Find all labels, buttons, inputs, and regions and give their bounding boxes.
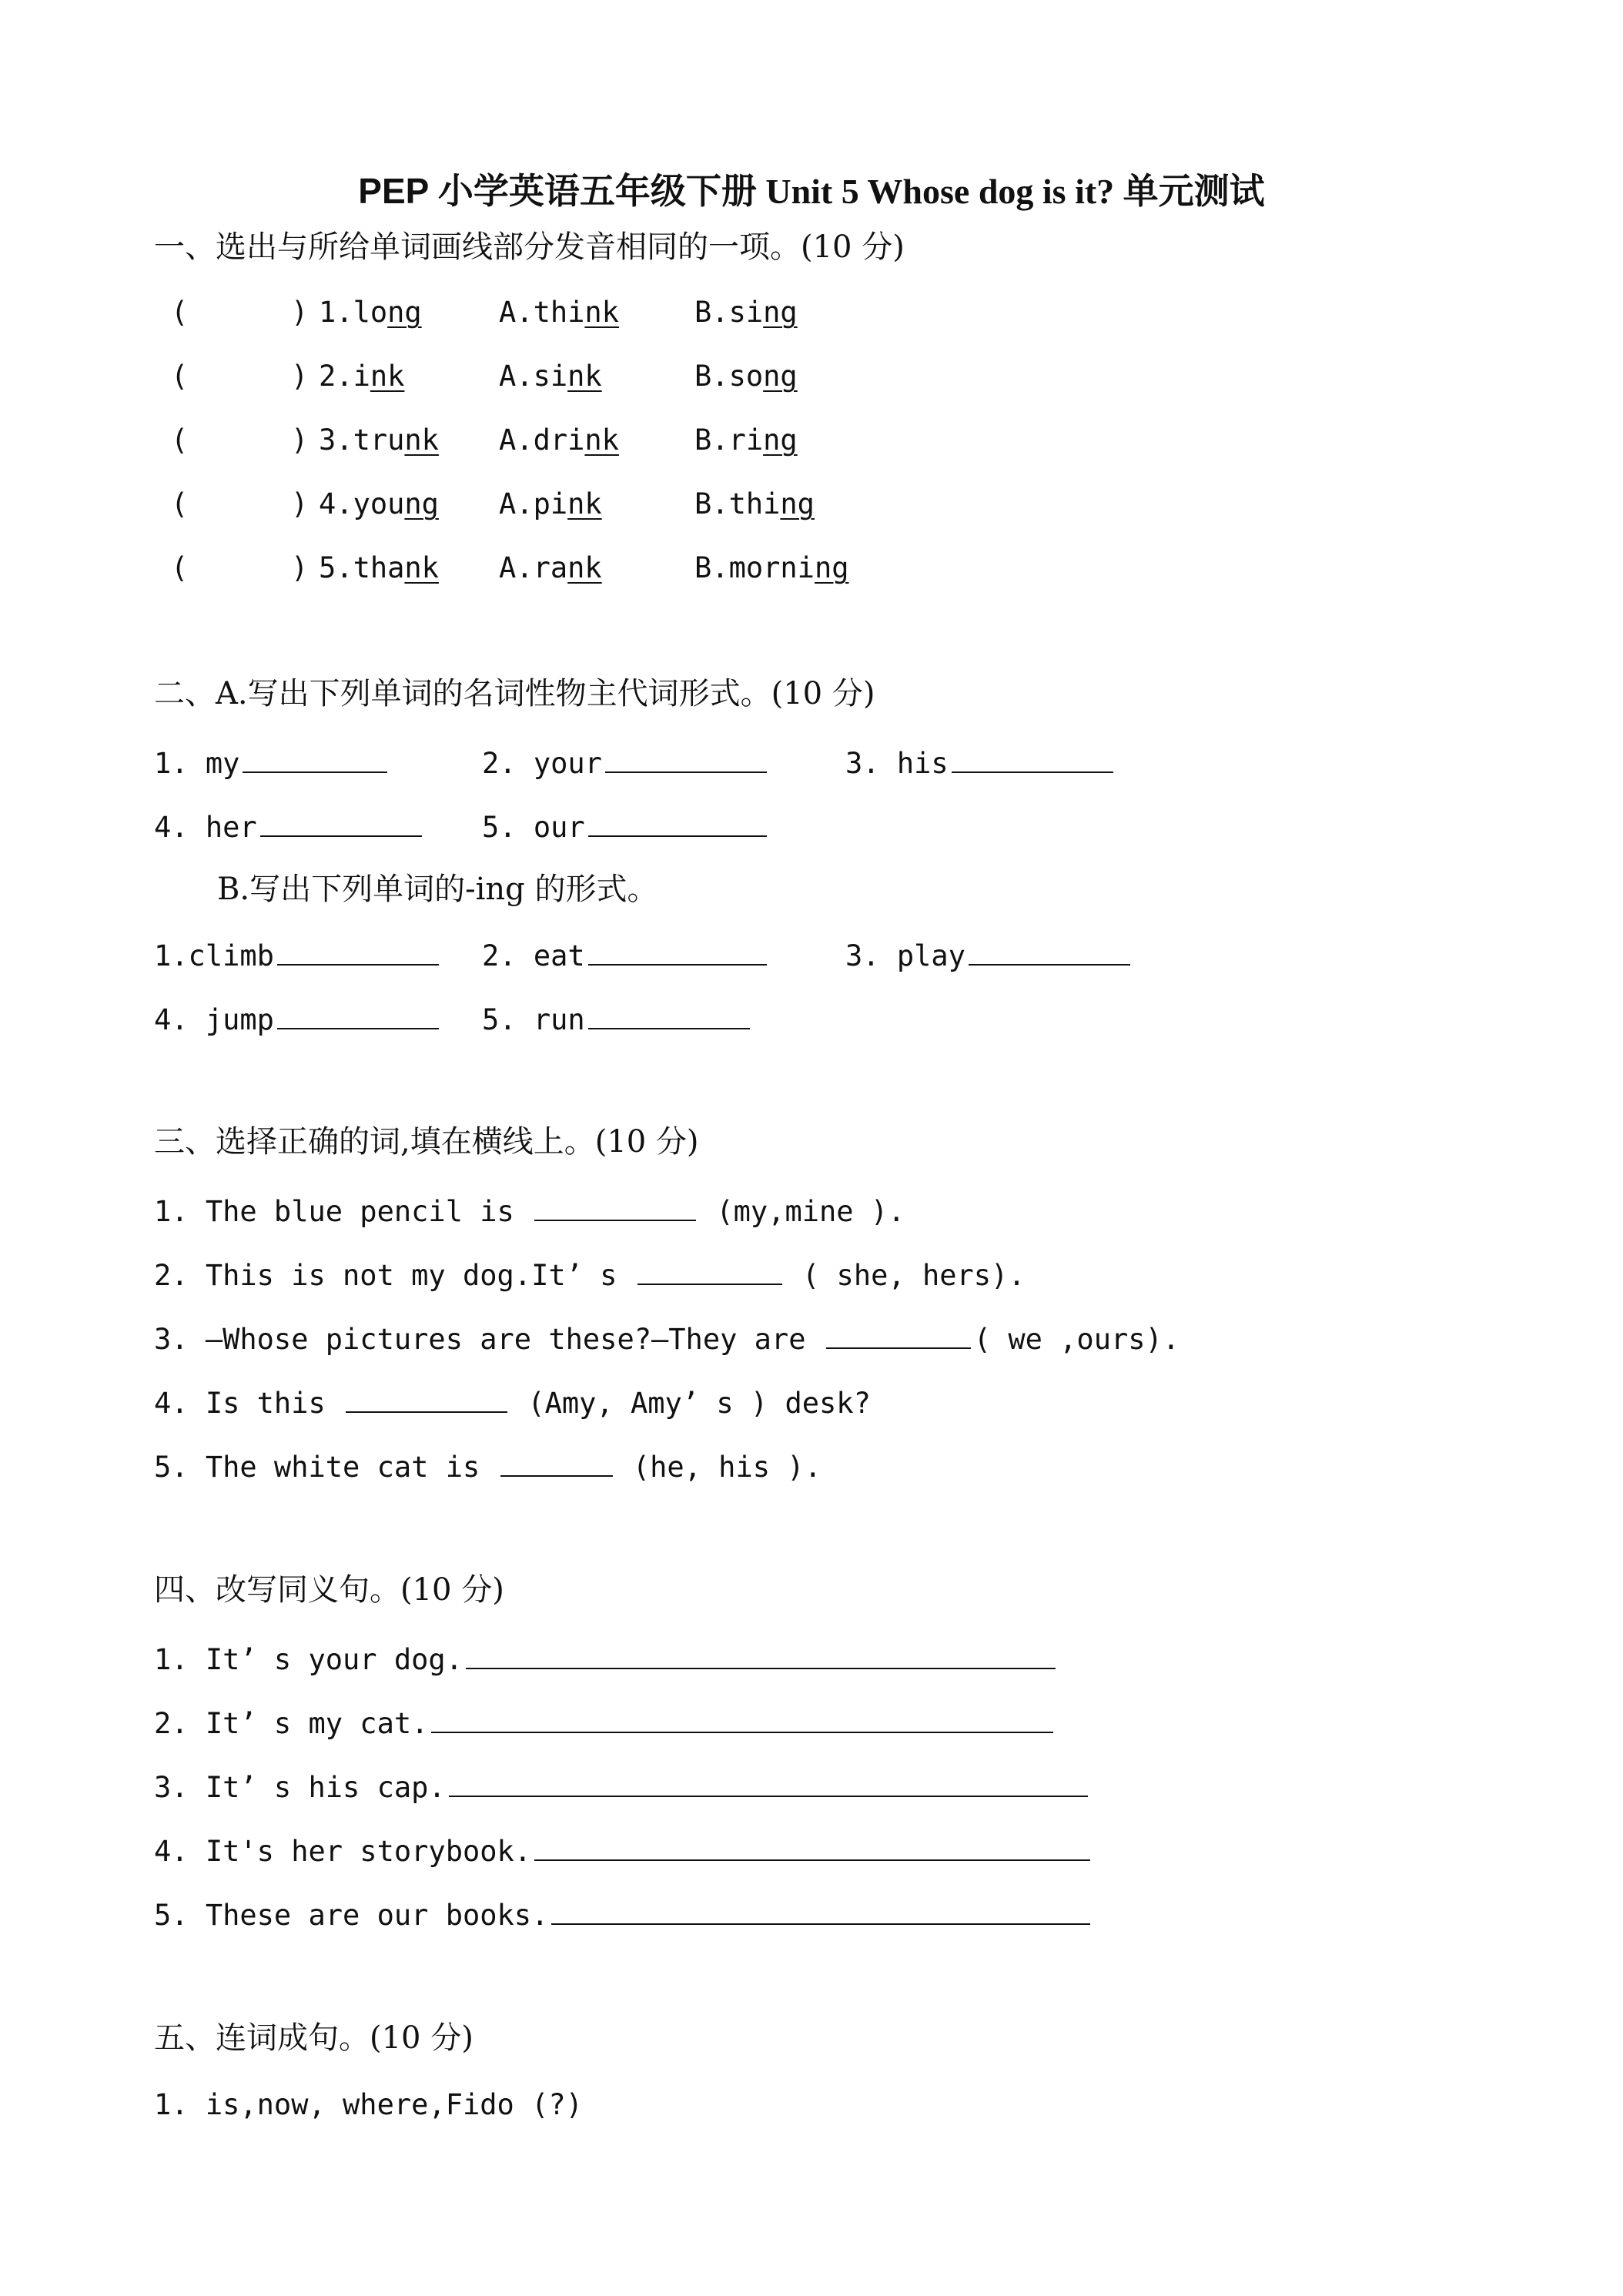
section2b-item: 2. eat [482,936,770,972]
item-stem: 4.young [319,487,439,520]
option-b: B.song [694,360,798,393]
section4-item: 2. It’ s my cat. [154,1704,1056,1740]
section2-heading: 二、A.写出下列单词的名词性物主代词形式。(10 分) [154,676,875,711]
answer-paren-open: ( [171,423,189,457]
answer-paren-open: ( [171,296,189,329]
section5-item: 1. is,now, where,Fido (?) [154,2088,583,2121]
section2a-item: 1. my [154,744,390,780]
section2a-item: 2. your [482,744,770,780]
answer-blank[interactable] [260,808,422,837]
option-a: A.pink [499,487,602,520]
answer-blank[interactable] [588,936,767,966]
section1-item [0,423,1623,460]
answer-blank[interactable] [605,744,767,773]
answer-paren-open: ( [171,360,189,393]
answer-blank[interactable] [952,744,1113,773]
section3-item: 5. The white cat is (he, his ). [154,1448,822,1484]
answer-paren-open: ( [171,487,189,520]
section2a-item: 3. his [845,744,1116,780]
answer-blank[interactable] [826,1320,971,1349]
answer-blank[interactable] [500,1448,613,1477]
section3-item: 3. —Whose pictures are these?—They are ( we ,ours). [154,1320,1180,1356]
section1-item [0,487,1623,524]
section4-item: 5. These are our books. [154,1896,1093,1932]
section4-item: 1. It’ s your dog. [154,1640,1059,1676]
item-stem: 1.long [319,296,422,329]
section2b-item: 5. run [482,1000,753,1036]
section2b-item: 3. play [845,936,1133,972]
answer-paren-open: ( [171,551,189,584]
section2b-item: 1.climb [154,936,442,972]
section3-item: 4. Is this (Amy, Amy’ s ) desk? [154,1384,871,1420]
item-stem: 2.ink [319,360,405,393]
answer-blank[interactable] [637,1256,782,1285]
answer-paren-close: ) [291,423,309,457]
option-b: B.ring [694,423,798,457]
section2b-item: 4. jump [154,1000,442,1036]
page-title [0,163,1623,214]
answer-paren-close: ) [291,551,309,584]
title-prefix: PEP [358,171,430,211]
section1-item [0,551,1623,588]
section2a-item: 4. her [154,808,425,844]
answer-blank[interactable] [346,1384,507,1413]
option-a: A.rank [499,551,602,584]
answer-paren-close: ) [291,296,309,329]
answer-paren-close: ) [291,360,309,393]
answer-blank[interactable] [588,1000,750,1029]
answer-blank[interactable] [534,1192,696,1221]
answer-blank[interactable] [277,1000,439,1029]
section1-item [0,296,1623,333]
section1-item [0,360,1623,397]
section4-heading: 四、改写同义句。(10 分) [154,1572,504,1608]
option-b: B.sing [694,296,798,329]
option-a: A.think [499,296,619,329]
item-stem: 5.thank [319,551,439,584]
answer-blank[interactable] [969,936,1130,966]
section3-item: 1. The blue pencil is (my,mine ). [154,1192,905,1228]
answer-paren-close: ) [291,487,309,520]
section3-item: 2. This is not my dog.It’ s ( she, hers). [154,1256,1026,1292]
answer-line[interactable] [551,1896,1090,1925]
section5-heading: 五、连词成句。(10 分) [154,2020,474,2056]
answer-blank[interactable] [243,744,387,773]
answer-blank[interactable] [277,936,439,966]
section4-item: 4. It's her storybook. [154,1832,1093,1868]
section3-heading: 三、选择正确的词,填在横线上。(10 分) [154,1124,699,1160]
section1-heading: 一、选出与所给单词画线部分发音相同的一项。(10 分) [154,229,905,265]
item-stem: 3.trunk [319,423,439,457]
section2b-heading: B.写出下列单词的-ing 的形式。 [217,872,658,907]
answer-line[interactable] [534,1832,1090,1861]
option-b: B.morning [694,551,849,584]
section2a-item: 5. our [482,808,770,844]
answer-line[interactable] [466,1640,1056,1669]
section4-item: 3. It’ s his cap. [154,1768,1091,1804]
option-b: B.thing [694,487,815,520]
option-a: A.sink [499,360,602,393]
option-a: A.drink [499,423,619,457]
answer-line[interactable] [431,1704,1053,1733]
answer-line[interactable] [449,1768,1088,1797]
answer-blank[interactable] [588,808,767,837]
title-text: 小学英语五年级下册 Unit 5 Whose dog is it? 单元测试 [429,172,1265,211]
